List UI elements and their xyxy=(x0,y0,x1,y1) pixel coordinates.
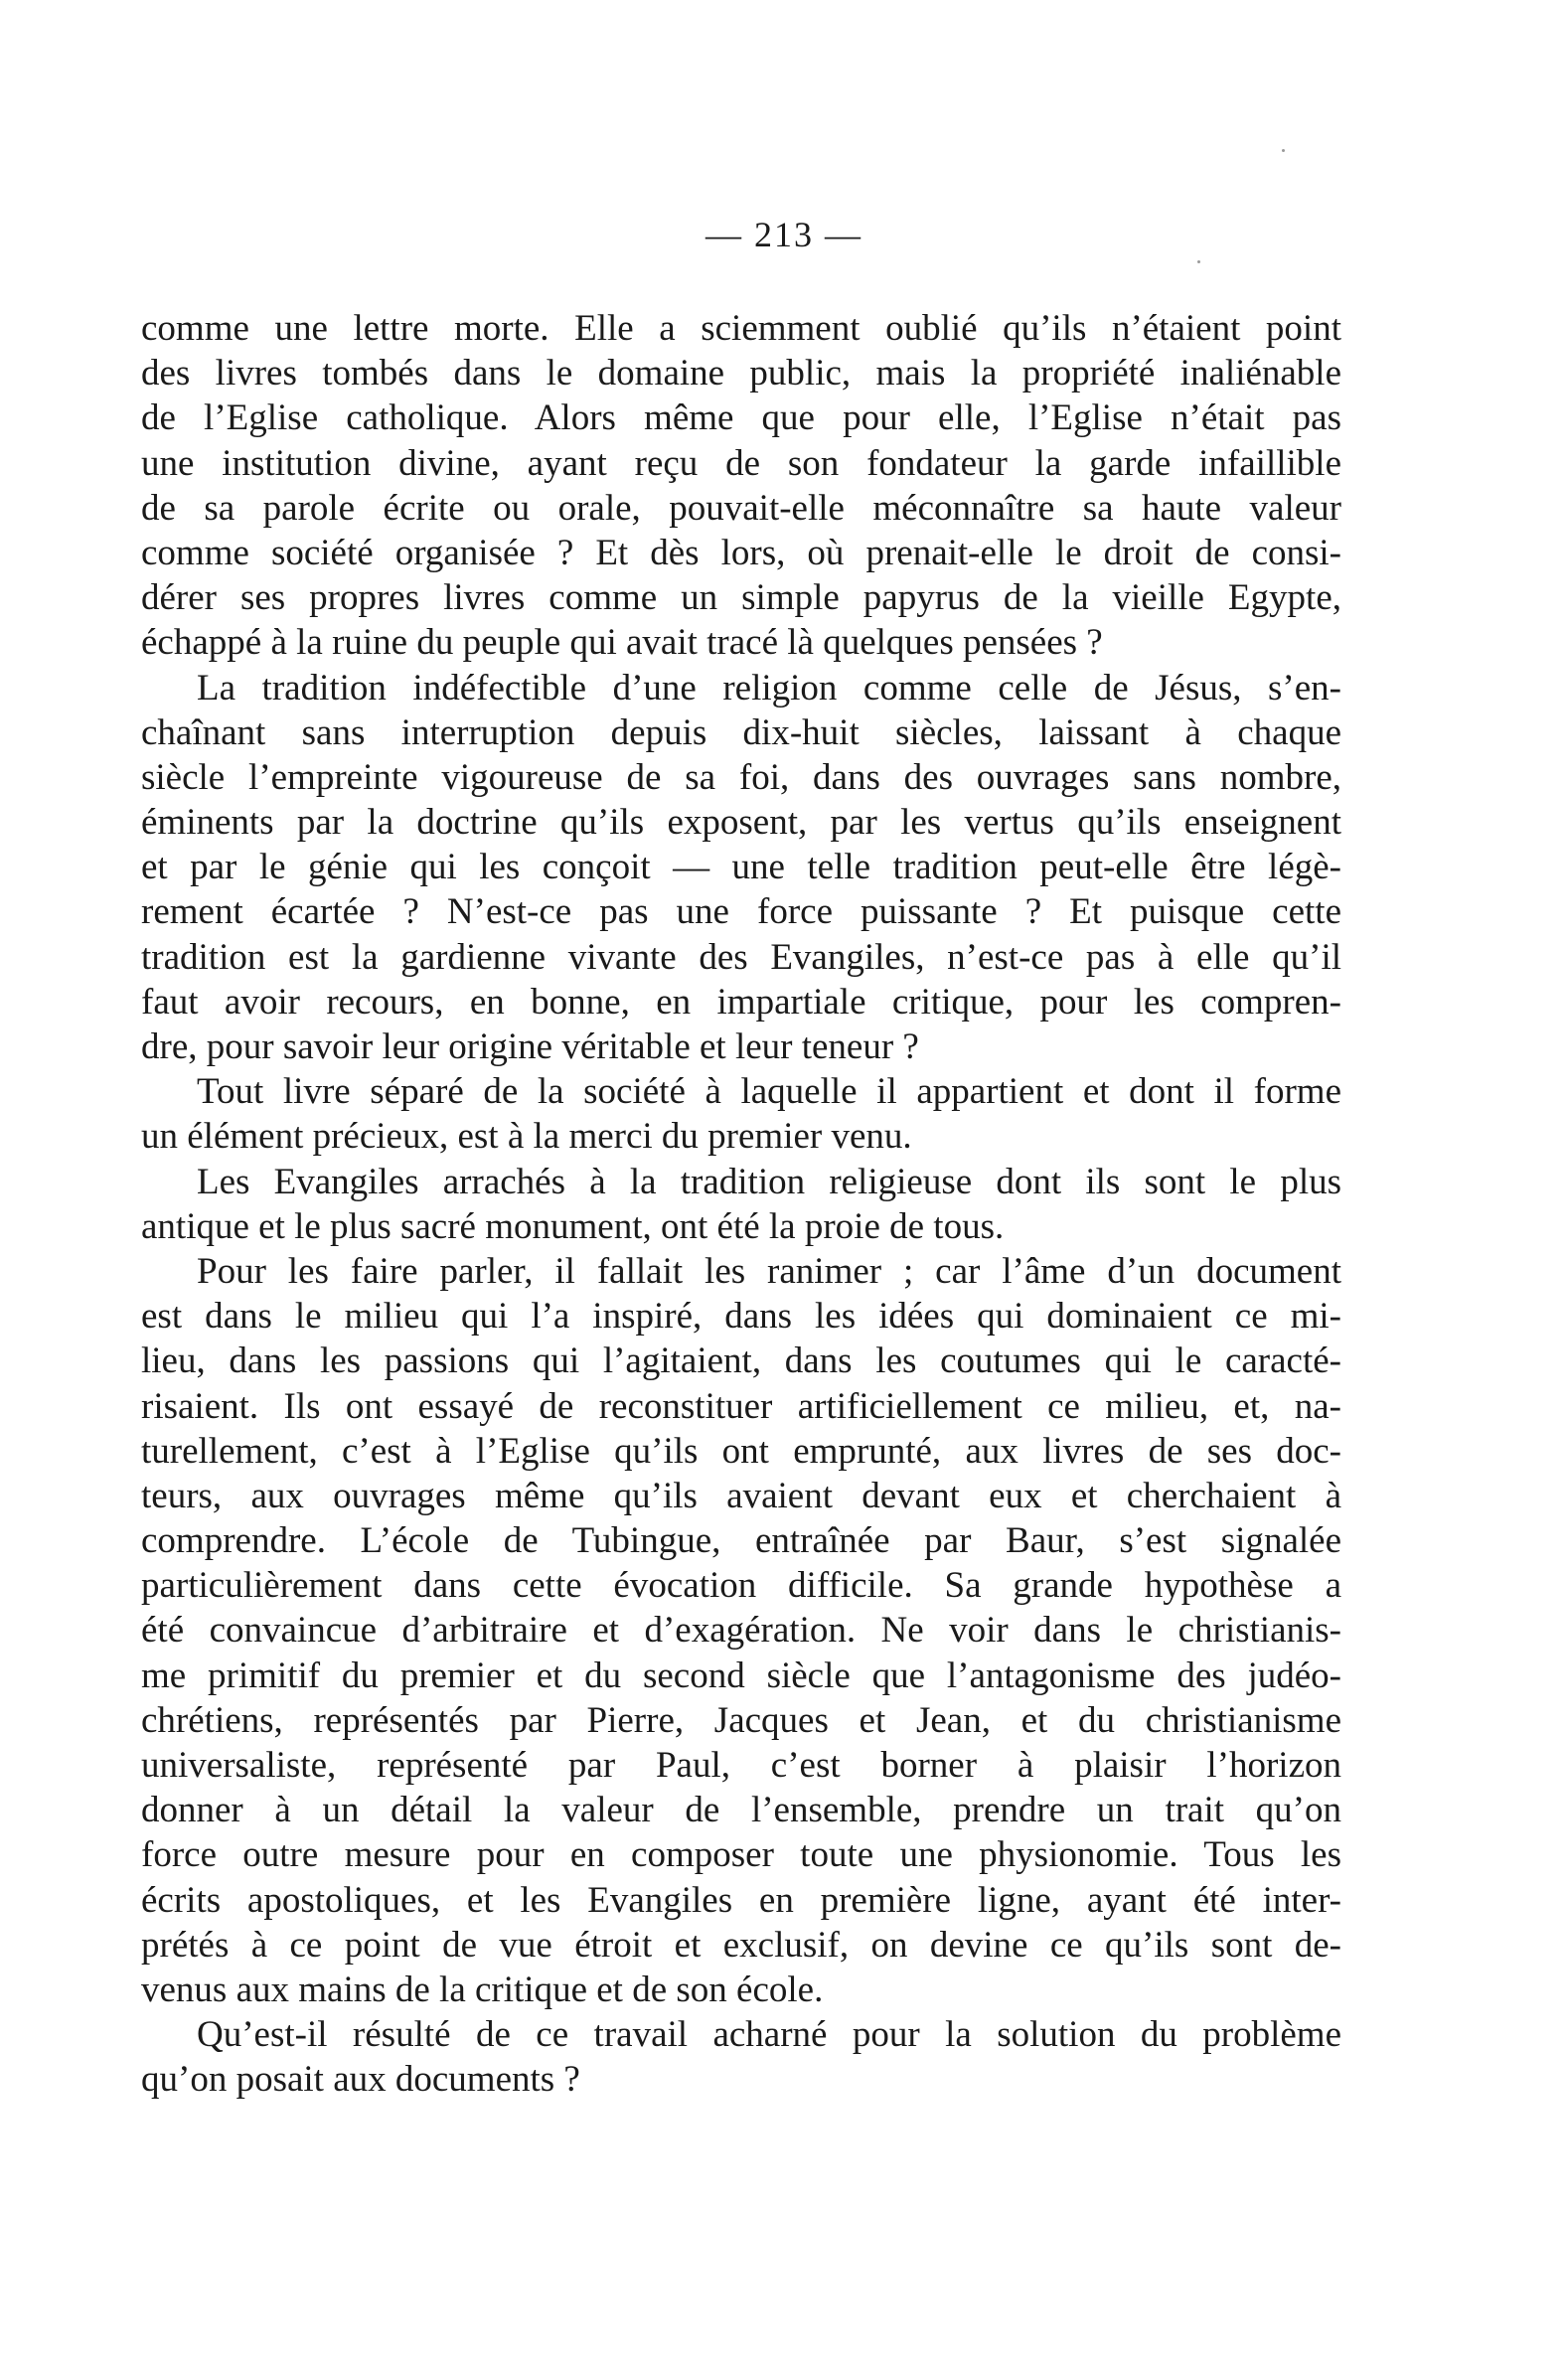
text-line: faut avoir recours, en bonne, en impartiale critique, pour les compren- xyxy=(141,981,1341,1023)
text-line: comprendre. L’école de Tubingue, entraînée par Baur, s’est signalée xyxy=(141,1520,1341,1562)
text-line: teurs, aux ouvrages même qu’ils avaient devant eux et cherchaient à xyxy=(141,1475,1341,1516)
text-line: lieu, dans les passions qui l’agitaient, dans les coutumes qui le caracté- xyxy=(141,1340,1341,1382)
text-line: La tradition indéfectible d’une religion comme celle de Jésus, s’en- xyxy=(197,667,1341,709)
text-line: dérer ses propres livres comme un simple papyrus de la vieille Egypte, xyxy=(141,577,1341,619)
text-line: chaînant sans interruption depuis dix-huit siècles, laissant à chaque xyxy=(141,711,1341,753)
text-line: universaliste, représenté par Paul, c’est borner à plaisir l’horizon xyxy=(141,1745,1341,1786)
text-line: tradition est la gardienne vivante des Evangiles, n’est-ce pas à elle qu’il xyxy=(141,936,1341,978)
text-line: dre, pour savoir leur origine véritable et leur teneur ? xyxy=(141,1026,919,1067)
paper-speck xyxy=(1282,149,1285,152)
text-line: qu’on posait aux documents ? xyxy=(141,2059,580,2101)
text-line: venus aux mains de la critique et de son école. xyxy=(141,1969,824,2010)
text-line: turellement, c’est à l’Eglise qu’ils ont emprunté, aux livres de ses doc- xyxy=(141,1430,1341,1472)
text-line: particulièrement dans cette évocation difficile. Sa grande hypothèse a xyxy=(141,1565,1341,1607)
text-line: prétés à ce point de vue étroit et exclusif, on devine ce qu’ils sont de- xyxy=(141,1924,1341,1966)
text-line: chrétiens, représentés par Pierre, Jacques et Jean, et du christianisme xyxy=(141,1699,1341,1741)
text-line: un élément précieux, est à la merci du premier venu. xyxy=(141,1116,912,1158)
text-line: éminents par la doctrine qu’ils exposent, par les vertus qu’ils enseignent xyxy=(141,802,1341,844)
text-line: une institution divine, ayant reçu de son fondateur la garde infaillible xyxy=(141,442,1341,484)
text-line: Tout livre séparé de la société à laquelle il appartient et dont il forme xyxy=(197,1071,1341,1113)
text-line: Qu’est-il résulté de ce travail acharné pour la solution du problème xyxy=(197,2014,1341,2056)
text-line: écrits apostoliques, et les Evangiles en première ligne, ayant été inter- xyxy=(141,1879,1341,1921)
text-line: me primitif du premier et du second siècle que l’antagonisme des judéo- xyxy=(141,1655,1341,1696)
text-line: de sa parole écrite ou orale, pouvait-elle méconnaître sa haute valeur xyxy=(141,487,1341,529)
text-line: antique et le plus sacré monument, ont été la proie de tous. xyxy=(141,1205,1005,1247)
text-line: donner à un détail la valeur de l’ensemble, prendre un trait qu’on xyxy=(141,1790,1341,1831)
text-line: été convaincue d’arbitraire et d’exagération. Ne voir dans le christianis- xyxy=(141,1610,1341,1652)
text-line: comme société organisée ? Et dès lors, où prenait-elle le droit de consi- xyxy=(141,532,1341,573)
text-line: Pour les faire parler, il fallait les ranimer ; car l’âme d’un document xyxy=(197,1250,1341,1292)
text-line: rement écartée ? N’est-ce pas une force puissante ? Et puisque cette xyxy=(141,891,1341,933)
text-line: est dans le milieu qui l’a inspiré, dans les idées qui dominaient ce mi- xyxy=(141,1296,1341,1338)
text-line: Les Evangiles arrachés à la tradition religieuse dont ils sont le plus xyxy=(197,1161,1341,1202)
text-line: comme une lettre morte. Elle a sciemment oublié qu’ils n’étaient point xyxy=(141,308,1341,349)
text-line: des livres tombés dans le domaine public, mais la propriété inaliénable xyxy=(141,353,1341,394)
text-line: et par le génie qui les conçoit — une telle tradition peut-elle être légè- xyxy=(141,847,1341,888)
text-line: de l’Eglise catholique. Alors même que pour elle, l’Eglise n’était pas xyxy=(141,397,1341,439)
page-number: — 213 — xyxy=(706,215,862,254)
text-line: force outre mesure pour en composer toute une physionomie. Tous les xyxy=(141,1834,1341,1876)
text-line: risaient. Ils ont essayé de reconstituer artificiellement ce milieu, et, na- xyxy=(141,1385,1341,1427)
text-line: échappé à la ruine du peuple qui avait tracé là quelques pensées ? xyxy=(141,622,1103,664)
body-text xyxy=(141,306,1341,2103)
text-line: siècle l’empreinte vigoureuse de sa foi, dans des ouvrages sans nombre, xyxy=(141,756,1341,798)
paper-speck xyxy=(1197,260,1200,263)
